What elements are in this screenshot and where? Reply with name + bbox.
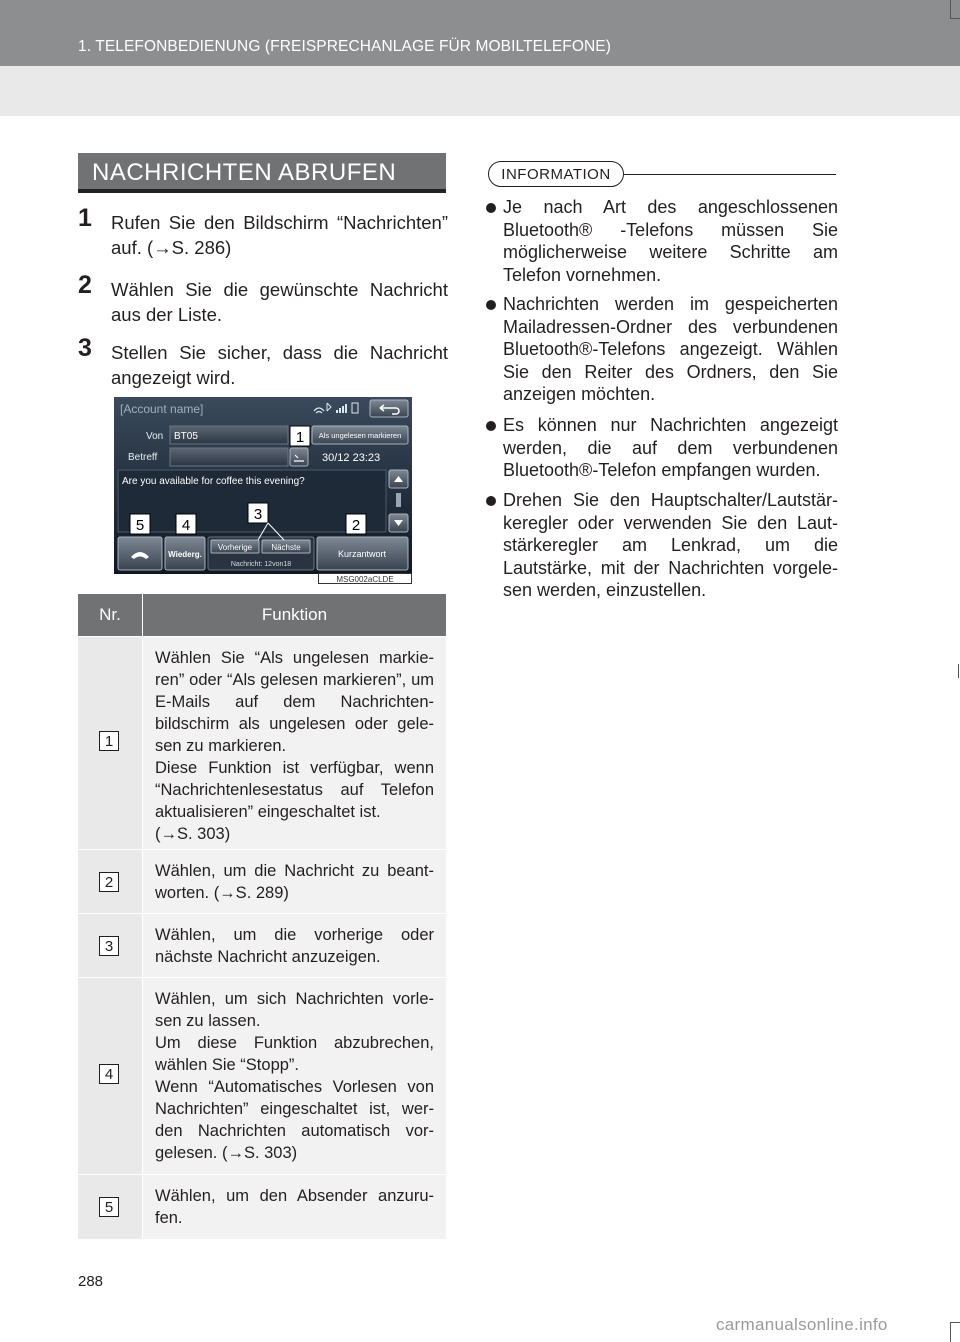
callout-5	[130, 514, 150, 534]
row-number: 3	[99, 936, 119, 956]
call-sender-button[interactable]	[118, 537, 162, 570]
svg-text:2: 2	[351, 517, 361, 534]
info-bullet-text: Nachrichten werden im gespeicherten Mailadressen-Ordner des verbundenen Bluetooth®-Telefons angezeigt. Wählen Sie den Reiter des Ordners, den Sie anzeigen möchten.	[503, 294, 838, 404]
info-bullet-text: Drehen Sie den Hauptschalter/Lautstär-keregler oder verwenden Sie den Laut-stärkeregler am Lenkrad, um die Lautstärke, mit der Nachrichten vorgele-sen werden, einzustellen.	[503, 490, 838, 600]
step-text: Stellen Sie sicher, dass die Nachricht angezeigt wird.	[111, 342, 448, 388]
replay-label: Wiederg.	[168, 550, 202, 559]
bullet-icon	[486, 203, 496, 213]
crop-mark	[950, 1322, 951, 1342]
row-function-text: Wählen, um die Nachricht zu beant-worten. (→S. 289)	[142, 850, 446, 913]
quick-reply-button[interactable]	[317, 537, 408, 570]
callout-4	[176, 514, 196, 534]
step-number: 2	[78, 271, 92, 299]
svg-text:1: 1	[295, 429, 305, 446]
quick-reply-label: Kurzantwort	[337, 549, 387, 559]
callout-3	[248, 503, 268, 523]
account-name: [Account name]	[120, 402, 204, 416]
bullet-icon	[486, 496, 496, 506]
info-bullet-text: Es können nur Nachrichten angezeigt werden, die auf dem verbundenen Bluetooth®-Telefon empfangen wurden.	[503, 415, 838, 480]
header-bar	[0, 0, 960, 66]
screen-svg	[114, 397, 412, 574]
row-number: 2	[99, 872, 119, 892]
svg-text:4: 4	[181, 517, 191, 534]
table-row	[78, 636, 446, 849]
header-function: Funktion	[142, 594, 446, 636]
subject-field	[170, 448, 288, 466]
callout-2	[346, 514, 366, 534]
header-band	[0, 66, 960, 116]
page-number: 288	[78, 1273, 104, 1290]
next-label: Nächste	[271, 543, 301, 552]
scrollbar-thumb[interactable]	[396, 493, 401, 507]
watermark: carmanualsonline.info	[716, 1315, 888, 1334]
step-text: Rufen Sie den Bildschirm “Nachrichten” auf. (→S. 286)	[111, 212, 448, 258]
svg-text:3: 3	[253, 506, 263, 523]
information-rule	[624, 174, 836, 175]
section-heading: NACHRICHTEN ABRUFEN	[78, 153, 446, 193]
step-number: 3	[78, 334, 92, 362]
bullet-icon	[486, 300, 496, 310]
row-function-text: Wählen, um sich Nachrichten vorle-sen zu lassen. Um diese Funktion abzubrechen, wählen Sie “Stopp”. Wenn “Automatisches Vorlesen von Nachrichten” eingeschaltet ist, wer-den Nachrichten automatisch vor-gelesen. (→S. 303)	[142, 978, 446, 1174]
from-label: Von	[146, 431, 164, 442]
crop-mark	[950, 18, 960, 19]
message-text: Are you available for coffee this evening?	[122, 476, 305, 487]
message-counter: Nachricht: 12von18	[230, 561, 292, 568]
replay-button[interactable]	[165, 537, 205, 570]
message-datetime: 30/12 23:23	[322, 452, 381, 464]
svg-text:5: 5	[135, 517, 145, 534]
back-button[interactable]	[370, 400, 408, 417]
mark-unread-button[interactable]	[312, 426, 408, 444]
table-header	[78, 594, 446, 636]
function-table	[78, 594, 446, 1239]
step-1	[78, 204, 448, 260]
table-row	[78, 913, 446, 977]
table-row	[78, 849, 446, 913]
table-row	[78, 1174, 446, 1239]
mark-unread-label: Als ungelesen markieren	[318, 431, 402, 440]
row-function-text: Wählen Sie “Als ungelesen markie-ren” oder “Als gelesen markieren”, um E-Mails auf dem Nachrichten-bildschirm als ungelesen oder gele-sen zu markieren. Diese Funktion ist verfügbar, wenn “Nachrichtenlesestatus auf Telefon aktualisieren” eingeschaltet ist. (→S. 303)	[142, 637, 446, 849]
header-number: Nr.	[99, 605, 121, 624]
call-sender-small-button[interactable]	[290, 448, 308, 466]
info-bullet	[486, 489, 838, 602]
info-bullet-text: Je nach Art des angeschlossenen Bluetooth® -Telefons müssen Sie möglicherweise weitere Schritte am Telefon vornehmen.	[503, 197, 838, 285]
info-bullet	[486, 293, 838, 406]
prev-button[interactable]	[211, 540, 259, 553]
info-bullet	[486, 196, 838, 286]
step-2	[78, 271, 448, 327]
information-heading: INFORMATION	[488, 161, 624, 187]
bullet-icon	[486, 421, 496, 431]
row-function-text: Wählen, um den Absender anzuru-fen.	[142, 1175, 446, 1239]
step-text: Wählen Sie die gewünschte Nachricht aus der Liste.	[111, 279, 448, 325]
step-number: 1	[78, 204, 92, 232]
info-bullet	[486, 414, 838, 482]
table-row	[78, 977, 446, 1174]
row-number: 1	[99, 731, 119, 751]
subject-label: Betreff	[128, 452, 158, 463]
crop-mark	[950, 1322, 960, 1323]
next-button[interactable]	[262, 540, 310, 553]
callout-1	[290, 426, 310, 446]
row-function-text: Wählen, um die vorherige oder nächste Nachricht anzuzeigen.	[142, 914, 446, 977]
crop-mark	[958, 664, 959, 678]
figure-code: MSG002aCLDE	[318, 573, 412, 584]
from-value: BT05	[174, 431, 198, 442]
crop-mark	[950, 0, 951, 18]
message-screen-illustration	[114, 397, 412, 574]
prev-label: Vorherige	[217, 543, 253, 552]
row-number: 5	[99, 1197, 119, 1217]
chapter-title: 1. TELEFONBEDIENUNG (FREISPRECHANLAGE FÜR MOBILTELEFONE)	[78, 38, 611, 55]
step-3	[78, 334, 448, 390]
row-number: 4	[99, 1064, 119, 1084]
